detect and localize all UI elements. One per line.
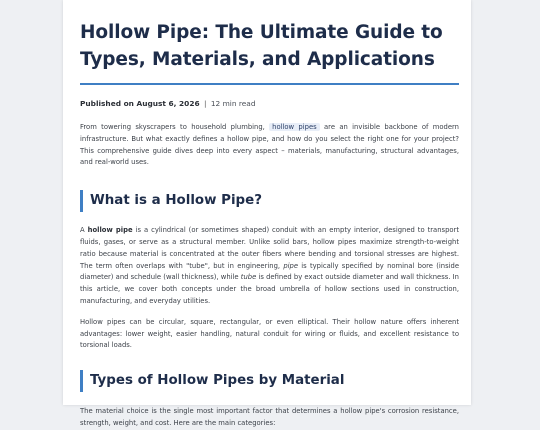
article-page xyxy=(63,0,471,427)
intro-paragraph xyxy=(80,122,459,169)
material-paragraph: The material choice is the single most important factor that determines a hollow pipe's corrosion resistance, strength, weight, and cost. Here are the main categories: xyxy=(80,407,459,427)
intro-text-end: are an invisible backbone of modern infrastructure. But what exactly defines a hollow pipe, and how do you select the right one for your project? This comprehensive guide dives deep into every aspect – materials, manufacturing, structural advantages, and real-world uses. xyxy=(80,123,459,167)
text-run: is typically specified by nominal bore (inside diameter) and schedule (wall thickness), while xyxy=(80,261,459,282)
meta-separator: | xyxy=(203,99,207,108)
shapes-paragraph: Hollow pipes can be circular, square, rectangular, or even elliptical. Their hollow nature offers inherent advantages: lower weight, easier handling, natural conduit for wiring or fluids, and excellent resistance to torsional loads. xyxy=(80,317,459,350)
read-time: 12 min read xyxy=(210,99,256,108)
section-heading-what-is: What is a Hollow Pipe? xyxy=(80,190,461,212)
term-pipe: pipe xyxy=(283,261,299,270)
term-tube: tube xyxy=(240,273,257,282)
term-hollow-pipe: hollow pipe xyxy=(87,226,133,235)
section-heading-types: Types of Hollow Pipes by Material xyxy=(80,370,461,392)
text-run: is defined by exact outside diameter and wall thickness. In this article, we cover both concepts under the broad umbrella of hollow sections used in construction, manufacturing, and everyday utilities. xyxy=(80,273,459,305)
text-run: is a cylindrical (or sometimes shaped) conduit with an empty interior, designed to transport fluids, gases, or serve as a structural member. Unlike solid bars, hollow pipes maximize strength-to-weight ratio because material is concentrated at the outer fibers where bending and torsional stresses are highest. The term often overlaps with "tube", but in engineering, xyxy=(80,226,460,270)
text-run: A xyxy=(80,226,88,235)
title-divider xyxy=(80,83,459,85)
intro-text-start: From towering skyscrapers to household plumbing, xyxy=(80,123,270,131)
published-date: Published on August 6, 2026 xyxy=(80,99,200,108)
highlight-hollow-pipes[interactable]: hollow pipes xyxy=(269,123,320,131)
article-meta xyxy=(80,99,461,108)
article-title: Hollow Pipe: The Ultimate Guide to Types, Materials, and Applications xyxy=(80,22,443,70)
definition-paragraph xyxy=(80,225,459,308)
